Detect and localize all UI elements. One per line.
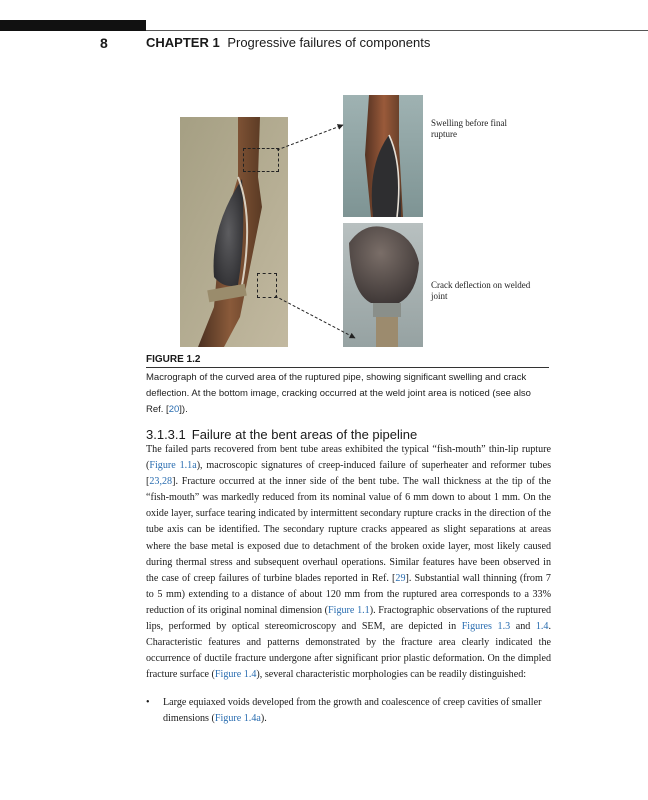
paragraph-text: ), macroscopic signatures of creep-induced failure of superheater and reformer tubes [ bbox=[146, 460, 551, 488]
figure-label: FIGURE 1.2 bbox=[146, 354, 201, 365]
crack-callout-box bbox=[257, 273, 277, 298]
page-number: 8 bbox=[100, 35, 108, 51]
swelling-callout-box bbox=[243, 148, 279, 172]
section-number: 3.1.3.1 bbox=[146, 427, 186, 442]
figure-reference-link[interactable]: Figure 1.1 bbox=[328, 604, 370, 616]
paragraph-text: ]. Fracture occurred at the inner side of the bent tube. The wall thickness at the tip of the “fish-mouth” was markedly reduced from its nominal value of 6 mm down to about 1 mm. On the oxide layer, surface tearing indicated by intermittent secondary rupture cracks in the direction of the tube axis can be identified. The secondary rupture cracks appeared as slight separations at areas where the base metal is exposed due to detachment of the broken oxide layer, most likely caused during thermal stress and subsequent overhaul operations. Similar features have been observed in the case of creep failures of turbine blades reported in Ref. [ bbox=[146, 476, 551, 584]
paragraph-text: and bbox=[510, 621, 536, 633]
running-head bbox=[146, 35, 430, 50]
figure-caption: Macrograph of the curved area of the ruptured pipe, showing significant swelling and crack deflection. At the bottom image, cracking occurred at the weld joint area is noticed (see also Ref. [20]). bbox=[146, 372, 531, 415]
section-heading bbox=[146, 427, 423, 442]
figure-reference-link[interactable]: Figure 1.4 bbox=[214, 669, 257, 681]
body-paragraph bbox=[146, 442, 551, 683]
figure-reference-link[interactable]: 1.4 bbox=[535, 621, 549, 633]
header-bar bbox=[0, 20, 146, 31]
figure-reference-link[interactable]: 29 bbox=[395, 572, 406, 584]
figure-reference-link[interactable]: Figures 1.3 bbox=[461, 621, 511, 633]
figure-rule bbox=[146, 367, 549, 368]
chapter-label: CHAPTER 1 bbox=[146, 35, 220, 50]
paragraph-text: . Characteristic features and patterns demonstrated by the fracture area clearly indicated the occurrence of ductile fracture undergone after significant prior plastic deformation. On the dimpled fracture surface ( bbox=[146, 621, 552, 681]
welded-joint-detail-photo bbox=[343, 223, 423, 347]
paragraph-text: ), several characteristic morphologies can be readily distinguished: bbox=[256, 669, 527, 681]
figure-reference-link[interactable]: 23,28 bbox=[149, 476, 173, 488]
paragraph-text: The failed parts recovered from bent tube areas exhibited the typical “fish-mouth” thin-lip rupture ( bbox=[146, 444, 551, 472]
bullet-marker: • bbox=[146, 697, 150, 708]
paragraph-text: ). Fractographic observations of the ruptured lips, performed by optical stereomicroscopy and SEM, are depicted in bbox=[146, 604, 551, 633]
header-rule bbox=[146, 30, 648, 31]
paragraph-text: ]. Substantial wall thinning (from 7 to 5 mm) extending to a distance of about 120 mm from the ruptured area corresponds to a 33% reduction of its original nominal dimension ( bbox=[146, 572, 551, 616]
figure-reference-link[interactable]: Figure 1.1a bbox=[149, 460, 197, 472]
chapter-title: Progressive failures of components bbox=[227, 35, 431, 50]
section-title: Failure at the bent areas of the pipeline bbox=[191, 427, 418, 442]
caption-reference-link[interactable]: 20 bbox=[168, 404, 180, 415]
annotation-swelling: Swelling before final rupture bbox=[431, 118, 507, 139]
annotation-crack-deflection: Crack deflection on welded joint bbox=[431, 280, 531, 301]
figure-reference-link[interactable]: Figure 1.4a bbox=[214, 713, 261, 725]
swelling-detail-photo bbox=[343, 95, 423, 217]
bullet-item: • Large equiaxed voids developed from the growth and coalescence of creep cavities of smaller dimensions (Figure 1.4a). bbox=[146, 697, 542, 725]
